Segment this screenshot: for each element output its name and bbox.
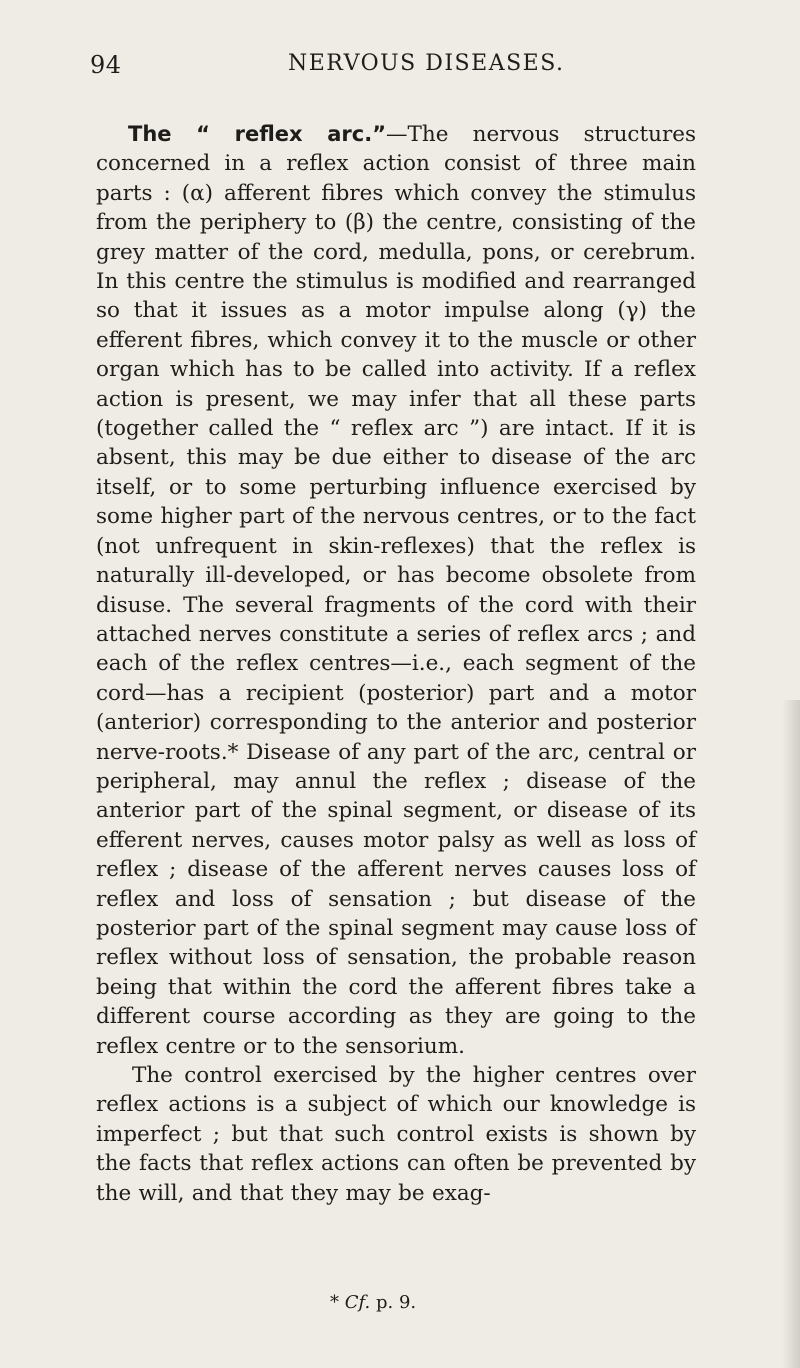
running-head: NERVOUS DISEASES. (288, 51, 565, 76)
paragraph-reflex-arc (96, 120, 696, 1061)
footnote-marker: * (330, 1292, 339, 1313)
body-text (96, 120, 696, 1208)
paragraph-text: The control exercised by the higher centres over reflex actions is a subject of which our knowledge is imperfect ; but that such control exists is shown by the facts that reflex actions can often be prevented by the will, and that they may be exag- (96, 1063, 696, 1206)
footnote-reference: p. 9. (375, 1292, 417, 1313)
paragraph-control (96, 1061, 696, 1208)
page-header (90, 51, 690, 85)
paragraph-text: —The nervous structures concerned in a reflex action consist of three main parts : (α) afferent fibres which convey the stimulus from the periphery to (β) the centre, consisting of the grey matter of the cord, medulla, pons, or cerebrum. In this centre the stimulus is modified and rearranged so that it issues as a motor impulse along (γ) the efferent fibres, which convey it to the muscle or other organ which has to be called into activity. If a reflex action is present, we may infer that all these parts (together called the “ reflex arc ”) are intact. If it is absent, this may be due either to disease of the arc itself, or to some perturbing influence exercised by some higher part of the nervous centres, or to the fact (not unfrequent in skin-reflexes) that the reflex is naturally ill-developed, or has become obsolete from disuse. The several fragments of the cord with their attached nerves constitute a series of reflex arcs ; and each of the reflex centres—i.e., each segment of the cord—has a recipient (posterior) part and a motor (anterior) corresponding to the anterior and posterior nerve-roots.* Disease of any part of the arc, central or peripheral, may annul the reflex ; disease of the anterior part of the spinal segment, or disease of its efferent nerves, causes motor palsy as well as loss of reflex ; disease of the afferent nerves causes loss of reflex and loss of sensation ; but disease of the posterior part of the spinal segment may cause loss of reflex without loss of sensation, the probable reason being that within the cord the afferent fibres take a different course according as they are going to the reflex centre or to the sensorium. (96, 122, 696, 1059)
page-number: 94 (90, 51, 122, 79)
footnote-cf: Cf. (344, 1292, 371, 1313)
page-edge-shadow (782, 700, 800, 1368)
footnote (330, 1292, 416, 1313)
section-lead: The “ reflex arc.” (128, 122, 387, 146)
